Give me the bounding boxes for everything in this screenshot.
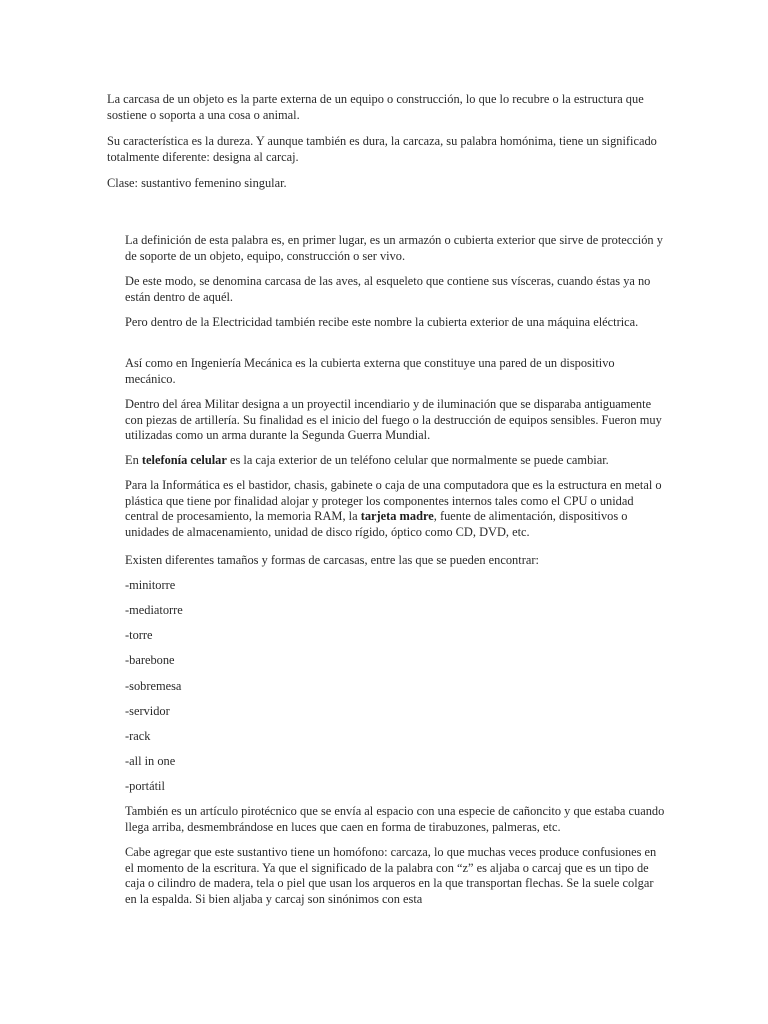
body-paragraph-8: Existen diferentes tamaños y formas de carcasas, entre las que se pueden encontrar: (125, 553, 539, 567)
intro-paragraph-1: La carcasa de un objeto es la parte externa de un equipo o construcción, lo que lo recubre o la estructura que sostiene o soporta a una cosa o animal. (107, 92, 644, 122)
text-span: En (125, 453, 142, 467)
list-item: -minitorre (125, 578, 176, 592)
body-paragraph-7 (125, 478, 665, 540)
text-span: Para la Informática es el bastidor, chasis, gabinete o caja de una computadora que es la estructura en metal o plástica que tiene por finalidad alojar y proteger los componentes internos tales como el CPU o unidad central de procesamiento, la memoria RAM, la (125, 478, 662, 523)
list-item: -torre (125, 628, 153, 642)
list-item: -rack (125, 729, 151, 743)
intro-paragraph-class: Clase: sustantivo femenino singular. (107, 176, 287, 190)
list-item: -sobremesa (125, 679, 182, 693)
link-telefonia-celular[interactable]: telefonía celular (141, 453, 227, 467)
text-span: , fuente de alimentación, dispositivos o unidades de almacenamiento, unidad de disco rígido, óptico como CD, DVD, etc. (125, 509, 628, 539)
body-paragraph-6 (125, 453, 665, 469)
list-item: -all in one (125, 754, 176, 768)
list-item: -barebone (125, 653, 175, 667)
body-paragraph-1: La definición de esta palabra es, en primer lugar, es un armazón o cubierta exterior que sirve de protección y de soporte de un objeto, equipo, construcción o ser vivo. (125, 233, 663, 263)
list-item: -mediatorre (125, 603, 183, 617)
body-paragraph-9: También es un artículo pirotécnico que se envía al espacio con una especie de cañoncito y que estaba cuando llega arriba, desmembrándose en luces que caen en forma de tirabuzones, palmeras, etc. (125, 804, 665, 834)
body-paragraph-4: Así como en Ingeniería Mecánica es la cubierta externa que constituye una pared de un dispositivo mecánico. (125, 356, 615, 386)
text-span: es la caja exterior de un teléfono celular que normalmente se puede cambiar. (226, 453, 609, 467)
body-paragraph-5: Dentro del área Militar designa a un proyectil incendiario y de iluminación que se disparaba antiguamente con piezas de artillería. Su finalidad es el inicio del fuego o la destrucción de equipos sensibles. Fueron muy utilizadas como un arma durante la Segunda Guerra Mundial. (125, 397, 662, 442)
intro-paragraph-2: Su característica es la dureza. Y aunque también es dura, la carcaza, su palabra homónima, tiene un significado totalmente diferente: designa al carcaj. (107, 134, 657, 164)
body-paragraph-3: Pero dentro de la Electricidad también recibe este nombre la cubierta exterior de una máquina eléctrica. (125, 315, 639, 329)
body-paragraph-10: Cabe agregar que este sustantivo tiene un homófono: carcaza, lo que muchas veces produce confusiones en el momento de la escritura. Ya que el significado de la palabra con “z” es aljaba o carcaj que es un tipo de caja o cilindro de madera, tela o piel que usan los arqueros en la que transportan flechas. Se la suele colgar en la espalda. Si bien aljaba y carcaj son sinónimos con esta (125, 845, 657, 906)
link-tarjeta-madre[interactable]: tarjeta madre (360, 509, 434, 523)
body-paragraph-2: De este modo, se denomina carcasa de las aves, al esqueleto que contiene sus vísceras, cuando éstas ya no están dentro de aquél. (125, 274, 651, 304)
list-item: -servidor (125, 704, 170, 718)
list-item: -portátil (125, 779, 165, 793)
